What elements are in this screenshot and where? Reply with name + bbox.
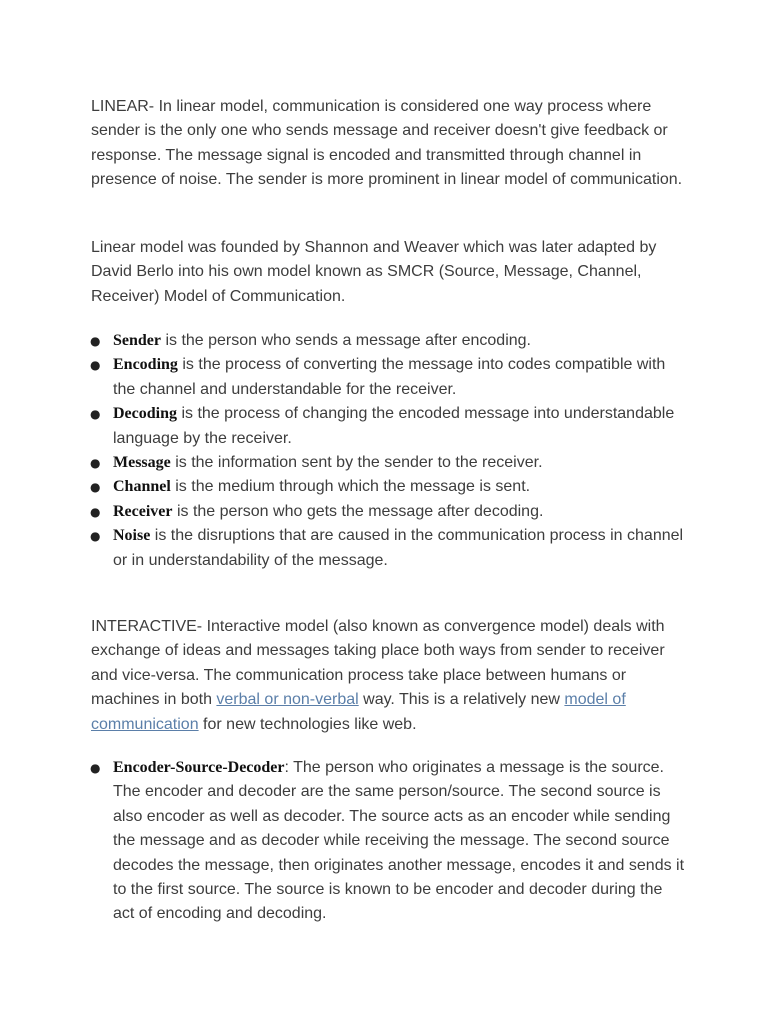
linear-components-list: [91, 329, 686, 573]
verbal-nonverbal-link[interactable]: verbal or non-verbal: [216, 691, 359, 709]
term-label: Message: [113, 454, 171, 472]
interactive-components-list: [91, 756, 686, 927]
interactive-paragraph: [91, 615, 686, 737]
list-item-receiver: [91, 500, 686, 524]
term-description: : The person who originates a message is the source. The encoder and decoder are the same person/source. The second source is also encoder as well as decoder. The source acts as an encoder while sending the message and as decoder while receiving the message. The second source decodes the message, then originates another message, encodes it and sends it to the first source. The source is known to be encoder and decoder during the act of encoding and decoding.: [113, 759, 685, 923]
term-description: is the information sent by the sender to the receiver.: [170, 454, 543, 472]
term-label: Encoder-Source-Decoder: [113, 759, 285, 776]
term-description: is the process of changing the encoded message into understandable language by the receiver.: [113, 405, 675, 447]
bullet-icon: ●: [90, 761, 101, 775]
linear-paragraph: [91, 95, 686, 193]
term-description: is the person who gets the message after decoding.: [172, 502, 544, 520]
list-item-channel: [91, 475, 686, 499]
list-item-encoding: [91, 353, 686, 402]
list-item-encoder-source-decoder: [91, 756, 686, 927]
linear-origin-paragraph: [91, 236, 686, 309]
bullet-icon: ●: [90, 456, 101, 471]
term-description: is the process of converting the message into codes compatible with the channel and understandable for the receiver.: [113, 356, 666, 398]
term-description: is the medium through which the message is sent.: [170, 478, 531, 496]
bullet-icon: ●: [90, 407, 101, 422]
interactive-intro-text: [91, 615, 686, 737]
term-label: Decoding: [113, 405, 177, 423]
term-label: Encoding: [113, 356, 178, 374]
bullet-icon: ●: [90, 334, 101, 348]
bullet-icon: ●: [90, 504, 101, 519]
bullet-icon: ●: [90, 358, 101, 373]
bullet-icon: ●: [90, 480, 101, 495]
bullet-icon: ●: [90, 529, 101, 544]
term-label: Noise: [113, 527, 151, 545]
interactive-text-part-3: for new technologies like web.: [198, 715, 417, 733]
list-item-sender: [91, 329, 686, 353]
term-description: is the person who sends a message after encoding.: [161, 332, 531, 349]
model-of-communication-link[interactable]: model of communication: [91, 691, 626, 733]
term-label: Channel: [113, 478, 171, 496]
interactive-text-part-1: INTERACTIVE- Interactive model (also known as convergence model) deals with exchange of ideas and messages taking place both ways from sender to receiver and vice-versa. The communication process take place between humans or machines in both: [91, 618, 665, 709]
term-label: Receiver: [113, 502, 173, 520]
linear-origin-text: Linear model was founded by Shannon and Weaver which was later adapted by David Berlo into his own model known as SMCR (Source, Message, Channel, Receiver) Model of Communication.: [91, 239, 657, 305]
term-label: Sender: [113, 332, 161, 349]
list-item-message: [91, 451, 686, 475]
term-description: is the disruptions that are caused in the communication process in channel or in understandability of the message.: [113, 527, 684, 569]
list-item-decoding: [91, 402, 686, 451]
list-item-noise: [91, 524, 686, 573]
linear-intro-text: LINEAR- In linear model, communication is considered one way process where sender is the only one who sends message and receiver doesn't give feedback or response. The message signal is encoded and transmitted through channel in presence of noise. The sender is more prominent in linear model of communication.: [91, 98, 683, 189]
interactive-text-part-2: way. This is a relatively new: [358, 691, 565, 709]
